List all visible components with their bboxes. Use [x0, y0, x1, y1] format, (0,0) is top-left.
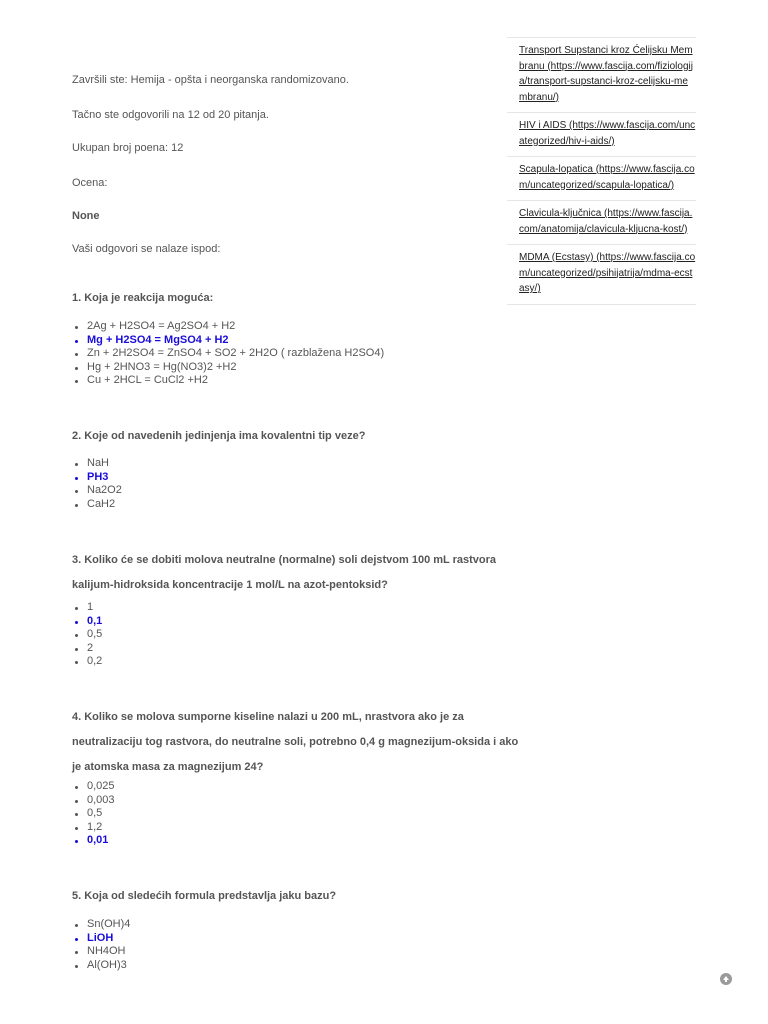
answer-item: Sn(OH)4 — [72, 918, 130, 932]
answer-item-correct: PH3 — [72, 471, 122, 485]
answer-item: 1,2 — [72, 821, 115, 835]
answer-item-correct: LiOH — [72, 932, 130, 946]
answer-item: Cu + 2HCL = CuCl2 +H2 — [72, 374, 384, 388]
answer-item: 2 — [72, 642, 102, 656]
answer-item: 0,5 — [72, 628, 102, 642]
related-links-sidebar — [507, 37, 696, 305]
grade-label: Ocena: — [72, 177, 108, 189]
answer-item: 0,2 — [72, 655, 102, 669]
question-5-answers — [72, 918, 130, 972]
completed-text: Završili ste: Hemija - opšta i neorganska randomizovano. — [72, 74, 349, 86]
answer-item: 0,025 — [72, 780, 115, 794]
answer-item: CaH2 — [72, 498, 122, 512]
answer-item-correct: Mg + H2SO4 = MgSO4 + H2 — [72, 334, 384, 348]
answer-item: Na2O2 — [72, 484, 122, 498]
answer-item: Al(OH)3 — [72, 959, 130, 973]
answer-item: NaH — [72, 457, 122, 471]
question-3-title: 3. Koliko će se dobiti molova neutralne (normalne) soli dejstvom 100 mL rastvora kalijum-hidroksida koncentracije 1 mol/L na azot-pentoksid? — [72, 554, 497, 591]
sidebar-item — [507, 200, 696, 244]
answers-below-text: Vaši odgovori se nalaze ispod: — [72, 243, 221, 255]
correct-count-text: Tačno ste odgovorili na 12 od 20 pitanja. — [72, 109, 269, 121]
question-4-title: 4. Koliko se molova sumporne kiseline nalazi u 200 mL, nrastvora ako je za neutralizaciju tog rastvora, do neutralne soli, potrebno 0,4 g magnezijum-oksida i ako je atomska masa za magnezijum 24? — [72, 711, 519, 773]
question-2-answers — [72, 457, 122, 511]
related-link-clavicula[interactable]: Clavicula-ključnica (https://www.fascija.com/anatomija/clavicula-kljucna-kost/) — [519, 208, 693, 235]
related-link-transport[interactable]: Transport Supstanci kroz Ćelijsku Membranu (https://www.fascija.com/fiziologija/transport-supstanci-kroz-celijsku-membranu/) — [519, 45, 693, 103]
related-link-scapula[interactable]: Scapula-lopatica (https://www.fascija.com/uncategorized/scapula-lopatica/) — [519, 164, 695, 191]
question-3-answers — [72, 601, 102, 669]
sidebar-item — [507, 37, 696, 112]
answer-item-correct: 0,01 — [72, 834, 115, 848]
answer-item: 0,003 — [72, 794, 115, 808]
answer-item: Zn + 2H2SO4 = ZnSO4 + SO2 + 2H2O ( razblažena H2SO4) — [72, 347, 384, 361]
sidebar-item — [507, 112, 696, 156]
question-4-answers — [72, 780, 115, 848]
answer-item: 0,5 — [72, 807, 115, 821]
answer-item: 2Ag + H2SO4 = Ag2SO4 + H2 — [72, 320, 384, 334]
answer-item-correct: 0,1 — [72, 615, 102, 629]
arrow-up-circle-icon[interactable] — [720, 973, 732, 985]
answer-item: Hg + 2HNO3 = Hg(NO3)2 +H2 — [72, 361, 384, 375]
answer-item: 1 — [72, 601, 102, 615]
points-text: Ukupan broj poena: 12 — [72, 142, 184, 154]
answer-item: NH4OH — [72, 945, 130, 959]
question-1-answers — [72, 320, 384, 388]
grade-value: None — [72, 210, 100, 222]
question-2-title: 2. Koje od navedenih jedinjenja ima kovalentni tip veze? — [72, 430, 366, 442]
related-link-mdma[interactable]: MDMA (Ecstasy) (https://www.fascija.com/uncategorized/psihijatrija/mdma-ecstasy/) — [519, 252, 696, 294]
sidebar-item — [507, 156, 696, 200]
question-5-title: 5. Koja od sledećih formula predstavlja jaku bazu? — [72, 890, 337, 902]
related-link-hiv-aids[interactable]: HIV i AIDS (https://www.fascija.com/uncategorized/hiv-i-aids/) — [519, 120, 696, 147]
sidebar-item — [507, 244, 696, 305]
question-1-title: 1. Koja je reakcija moguća: — [72, 292, 214, 304]
